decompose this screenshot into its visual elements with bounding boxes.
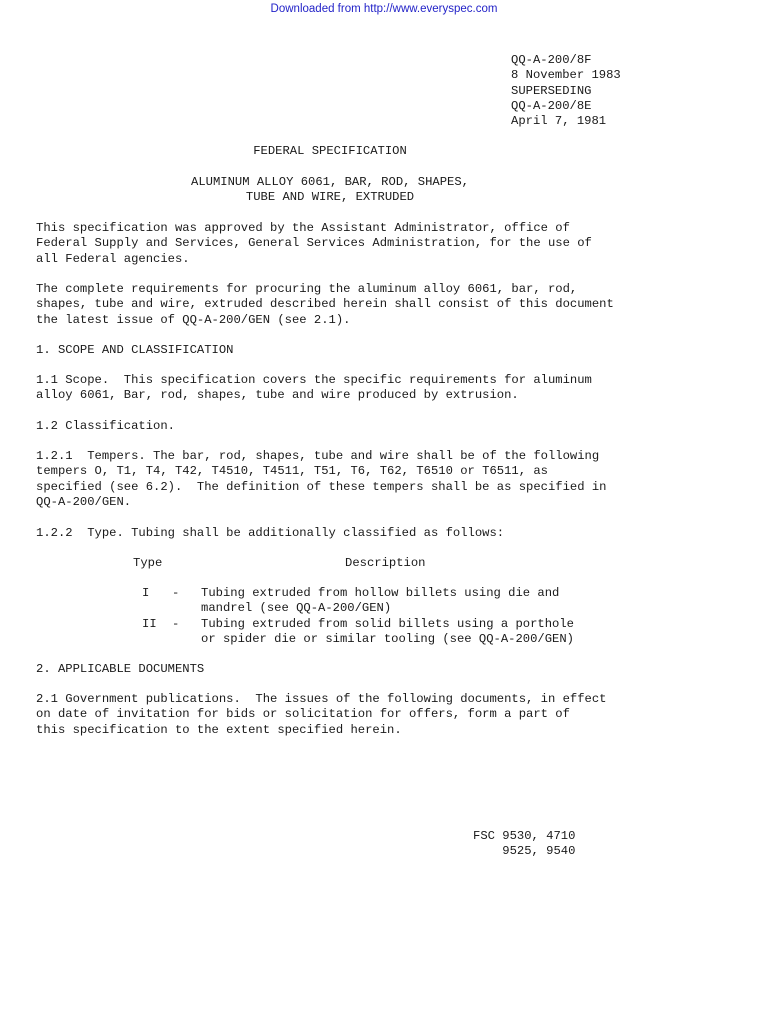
title-line-2: TUBE AND WIRE, EXTRUDED <box>245 190 415 204</box>
government-publications-paragraph: 2.1 Government publications. The issues of the following documents, in effect on date of invitation for bids or solicitation for offers, form a part of this specification to the extent specified herein. <box>36 692 607 737</box>
source-link[interactable]: Downloaded from http://www.everyspec.com <box>270 3 498 15</box>
spec-type-heading: FEDERAL SPECIFICATION <box>253 144 407 158</box>
fsc-codes <box>473 829 575 860</box>
requirements-paragraph: The complete requirements for procuring the aluminum alloy 6061, bar, rod, shapes, tube and wire, extruded described herein shall consist of this document the latest issue of QQ-A-200/GEN (see 2.1). <box>36 282 614 327</box>
tempers-paragraph: 1.2.1 Tempers. The bar, rod, shapes, tube and wire shall be of the following tempers O, T1, T4, T42, T4510, T4511, T51, T6, T62, T6510 or T6511, as specified (see 6.2). The definition of these tempers shall be as specified in QQ-A-200/GEN. <box>36 449 607 509</box>
type-row-1-dash: - <box>172 586 180 600</box>
document-header <box>511 53 621 129</box>
section-1-heading: 1. SCOPE AND CLASSIFICATION <box>36 343 234 357</box>
scope-paragraph: 1.1 Scope. This specification covers the specific requirements for aluminum alloy 6061, Bar, rod, shapes, tube and wire produced by extrusion. <box>36 373 592 403</box>
type-row-1-description: Tubing extruded from hollow billets using die and mandrel (see QQ-A-200/GEN) <box>201 586 560 616</box>
doc-date: 8 November 1983 <box>511 68 621 83</box>
classification-heading: 1.2 Classification. <box>36 419 175 433</box>
type-row-1-type: I <box>142 586 150 600</box>
superseded-date: April 7, 1981 <box>511 114 607 129</box>
approval-paragraph: This specification was approved by the Assistant Administrator, office of Federal Supply and Services, General Services Administration, for the use of all Federal agencies. <box>36 221 592 266</box>
type-row-2-type: II <box>142 617 157 631</box>
section-2-heading: 2. APPLICABLE DOCUMENTS <box>36 662 205 676</box>
fsc-line-2: 9525, 9540 <box>473 844 576 859</box>
doc-number: QQ-A-200/8F <box>511 53 592 67</box>
superseding-label: SUPERSEDING <box>511 83 592 98</box>
type-row-2-description: Tubing extruded from solid billets using a porthole or spider die or similar tooling (see QQ-A-200/GEN) <box>201 617 574 647</box>
description-column-header: Description <box>345 556 426 570</box>
title-line-1: ALUMINUM ALLOY 6061, BAR, ROD, SHAPES, <box>191 175 469 189</box>
superseded-doc: QQ-A-200/8E <box>511 98 592 113</box>
fsc-line-1: FSC 9530, 4710 <box>473 829 576 843</box>
type-intro: 1.2.2 Type. Tubing shall be additionally classified as follows: <box>36 526 505 540</box>
type-row-2-dash: - <box>172 617 180 631</box>
type-column-header: Type <box>133 556 163 570</box>
